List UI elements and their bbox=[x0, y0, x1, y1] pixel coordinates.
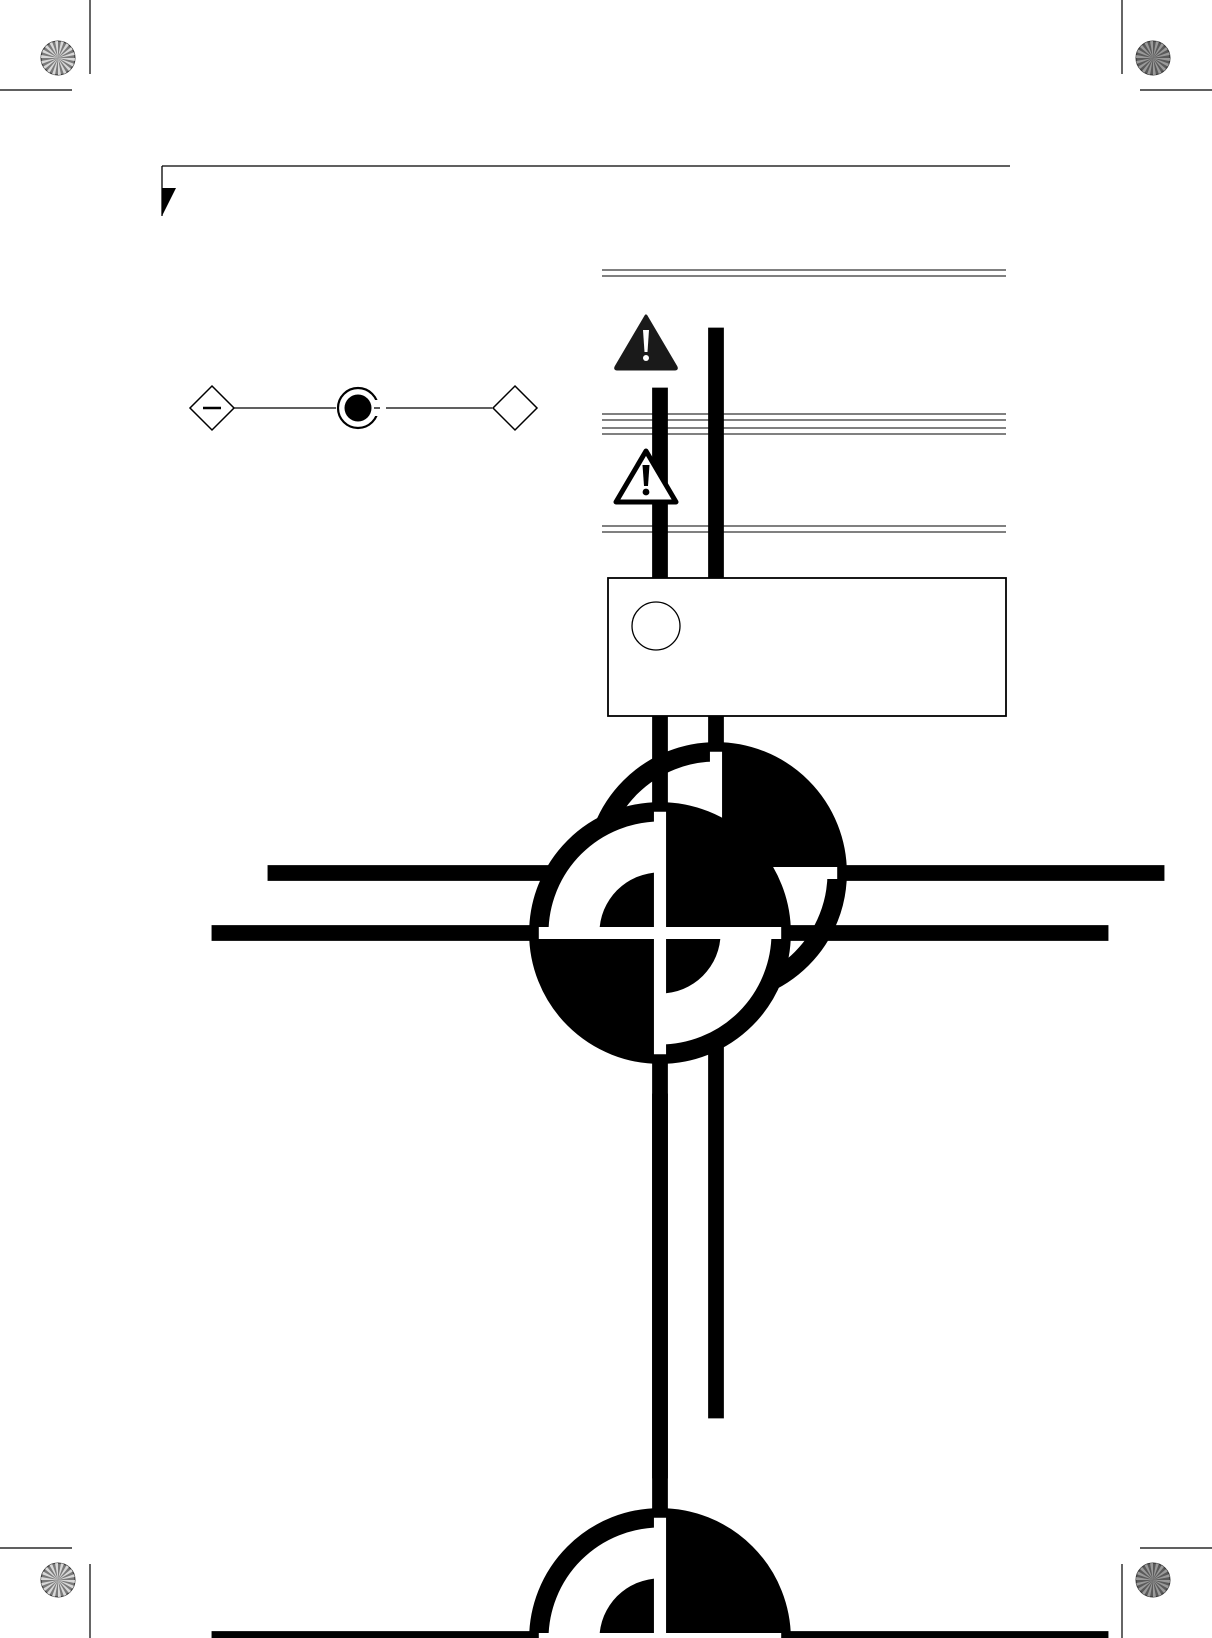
registration-marks bbox=[212, 328, 1212, 1638]
positive-diamond-icon bbox=[493, 386, 537, 430]
corner-tab-icon bbox=[162, 188, 176, 216]
starburst-gray-icon bbox=[1136, 41, 1170, 75]
starburst-dark-icon bbox=[41, 1563, 75, 1597]
negative-diamond-icon bbox=[190, 386, 234, 430]
note-box bbox=[608, 578, 1006, 716]
dc-jack-icon bbox=[338, 388, 386, 428]
header-rule bbox=[162, 166, 1010, 216]
crosshair-target-icon bbox=[212, 1094, 1109, 1638]
starburst-dark-icon bbox=[41, 41, 75, 75]
info-circle-icon bbox=[632, 602, 680, 650]
polarity-diagram bbox=[190, 386, 537, 430]
warning-triangle-filled-icon bbox=[616, 316, 677, 369]
starburst-gray-icon bbox=[1136, 1563, 1170, 1597]
